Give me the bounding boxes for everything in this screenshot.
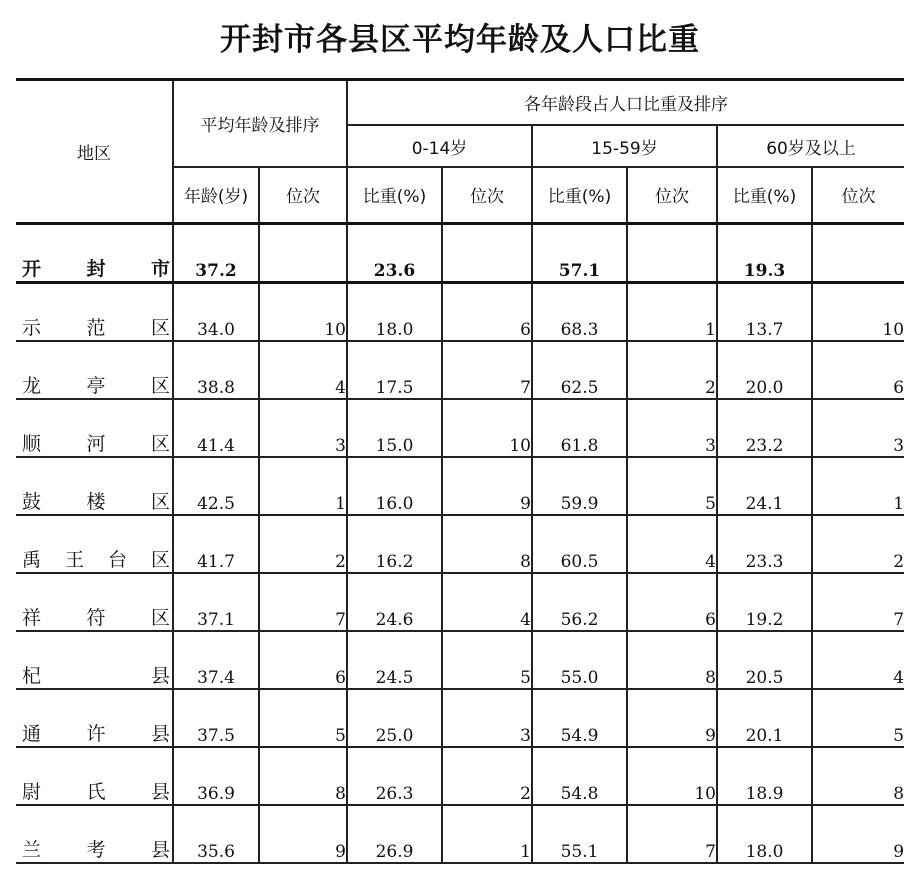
avg-rank: 3 xyxy=(259,399,347,457)
region-name xyxy=(16,341,173,399)
share-15-59: 59.9 xyxy=(532,457,627,515)
table-body xyxy=(16,223,904,863)
rank-0-14: 5 xyxy=(442,631,532,689)
avg-age: 38.8 xyxy=(173,341,259,399)
avg-rank: 1 xyxy=(259,457,347,515)
rank-0-14: 3 xyxy=(442,689,532,747)
share-60: 18.0 xyxy=(717,805,812,863)
region-char: 王 xyxy=(64,548,84,571)
region-char: 开 xyxy=(22,257,42,280)
region-char: 范 xyxy=(86,316,106,339)
region-name xyxy=(16,282,173,341)
region-char: 县 xyxy=(150,780,170,803)
share-0-14: 24.5 xyxy=(347,631,442,689)
rank-60: 10 xyxy=(812,282,904,341)
rank-60: 6 xyxy=(812,341,904,399)
avg-rank: 8 xyxy=(259,747,347,805)
region-name xyxy=(16,223,173,282)
table-row xyxy=(16,282,904,341)
rank-15-59: 5 xyxy=(627,457,717,515)
table-row xyxy=(16,515,904,573)
avg-rank: 9 xyxy=(259,805,347,863)
region-char: 龙 xyxy=(22,374,42,397)
header-age-60-plus: 60岁及以上 xyxy=(717,125,904,167)
rank-15-59: 3 xyxy=(627,399,717,457)
avg-rank: 10 xyxy=(259,282,347,341)
avg-age: 41.4 xyxy=(173,399,259,457)
share-0-14: 26.9 xyxy=(347,805,442,863)
share-60: 20.1 xyxy=(717,689,812,747)
share-60: 18.9 xyxy=(717,747,812,805)
avg-rank xyxy=(259,223,347,282)
share-0-14: 25.0 xyxy=(347,689,442,747)
region-char: 杞 xyxy=(22,664,42,687)
share-15-59: 54.8 xyxy=(532,747,627,805)
rank-0-14: 6 xyxy=(442,282,532,341)
rank-15-59: 2 xyxy=(627,341,717,399)
avg-age: 42.5 xyxy=(173,457,259,515)
region-char: 尉 xyxy=(22,780,42,803)
table-row xyxy=(16,747,904,805)
avg-rank: 4 xyxy=(259,341,347,399)
rank-15-59: 9 xyxy=(627,689,717,747)
rank-0-14: 2 xyxy=(442,747,532,805)
region-char: 鼓 xyxy=(22,490,42,513)
rank-15-59: 6 xyxy=(627,573,717,631)
table-header xyxy=(16,81,904,223)
header-share: 比重(%) xyxy=(532,167,627,223)
header-share: 比重(%) xyxy=(347,167,442,223)
region-char: 符 xyxy=(86,606,106,629)
rank-0-14: 7 xyxy=(442,341,532,399)
avg-rank: 6 xyxy=(259,631,347,689)
region-name xyxy=(16,515,173,573)
rank-15-59: 8 xyxy=(627,631,717,689)
rank-0-14: 8 xyxy=(442,515,532,573)
rank-0-14: 10 xyxy=(442,399,532,457)
region-char: 市 xyxy=(150,257,170,280)
avg-age: 37.5 xyxy=(173,689,259,747)
header-rank: 位次 xyxy=(812,167,904,223)
avg-age: 37.1 xyxy=(173,573,259,631)
table-row xyxy=(16,689,904,747)
table-row-total xyxy=(16,223,904,282)
region-char: 封 xyxy=(86,257,106,280)
avg-age: 36.9 xyxy=(173,747,259,805)
share-15-59: 56.2 xyxy=(532,573,627,631)
region-char: 区 xyxy=(150,316,170,339)
share-0-14: 26.3 xyxy=(347,747,442,805)
rank-60: 5 xyxy=(812,689,904,747)
rank-0-14: 9 xyxy=(442,457,532,515)
region-char: 氏 xyxy=(86,780,106,803)
region-char: 通 xyxy=(22,722,42,745)
share-15-59: 55.1 xyxy=(532,805,627,863)
header-rank: 位次 xyxy=(259,167,347,223)
region-char: 许 xyxy=(86,722,106,745)
share-60: 19.3 xyxy=(717,223,812,282)
share-60: 20.5 xyxy=(717,631,812,689)
region-name xyxy=(16,805,173,863)
region-char: 区 xyxy=(150,432,170,455)
region-char: 台 xyxy=(107,548,127,571)
avg-age: 37.2 xyxy=(173,223,259,282)
rank-60: 2 xyxy=(812,515,904,573)
share-0-14: 23.6 xyxy=(347,223,442,282)
region-char: 区 xyxy=(150,490,170,513)
rank-60: 8 xyxy=(812,747,904,805)
region-name xyxy=(16,747,173,805)
rank-60: 3 xyxy=(812,399,904,457)
region-char: 区 xyxy=(150,606,170,629)
region-name xyxy=(16,573,173,631)
share-60: 19.2 xyxy=(717,573,812,631)
header-share: 比重(%) xyxy=(717,167,812,223)
rank-0-14: 4 xyxy=(442,573,532,631)
table-row xyxy=(16,399,904,457)
share-0-14: 16.2 xyxy=(347,515,442,573)
avg-rank: 2 xyxy=(259,515,347,573)
region-name xyxy=(16,631,173,689)
rank-15-59: 1 xyxy=(627,282,717,341)
header-age-0-14: 0-14岁 xyxy=(347,125,532,167)
region-char: 顺 xyxy=(22,432,42,455)
share-60: 23.3 xyxy=(717,515,812,573)
table-row xyxy=(16,805,904,863)
rank-15-59: 10 xyxy=(627,747,717,805)
table-row xyxy=(16,341,904,399)
header-rank: 位次 xyxy=(442,167,532,223)
region-char: 禹 xyxy=(22,548,42,571)
share-15-59: 54.9 xyxy=(532,689,627,747)
share-0-14: 15.0 xyxy=(347,399,442,457)
header-share-group: 各年龄段占人口比重及排序 xyxy=(347,81,904,125)
avg-age: 37.4 xyxy=(173,631,259,689)
share-15-59: 68.3 xyxy=(532,282,627,341)
header-age: 年龄(岁) xyxy=(173,167,259,223)
region-char: 示 xyxy=(22,316,42,339)
population-table xyxy=(16,81,904,864)
avg-age: 35.6 xyxy=(173,805,259,863)
region-name xyxy=(16,399,173,457)
table-row xyxy=(16,631,904,689)
region-char: 亭 xyxy=(86,374,106,397)
share-60: 20.0 xyxy=(717,341,812,399)
share-60: 13.7 xyxy=(717,282,812,341)
region-char: 区 xyxy=(150,374,170,397)
region-name xyxy=(16,457,173,515)
avg-age: 34.0 xyxy=(173,282,259,341)
region-char: 区 xyxy=(150,548,170,571)
region-char: 县 xyxy=(150,838,170,861)
share-60: 24.1 xyxy=(717,457,812,515)
share-15-59: 60.5 xyxy=(532,515,627,573)
region-name xyxy=(16,689,173,747)
header-age-15-59: 15-59岁 xyxy=(532,125,717,167)
header-avg-group: 平均年龄及排序 xyxy=(173,81,347,167)
rank-15-59: 4 xyxy=(627,515,717,573)
region-char: 考 xyxy=(86,838,106,861)
share-15-59: 62.5 xyxy=(532,341,627,399)
page-title: 开封市各县区平均年龄及人口比重 xyxy=(220,22,700,58)
region-char: 楼 xyxy=(86,490,106,513)
region-char: 祥 xyxy=(22,606,42,629)
avg-age: 41.7 xyxy=(173,515,259,573)
share-0-14: 16.0 xyxy=(347,457,442,515)
share-15-59: 55.0 xyxy=(532,631,627,689)
avg-rank: 5 xyxy=(259,689,347,747)
region-char: 河 xyxy=(86,432,106,455)
rank-60: 1 xyxy=(812,457,904,515)
table-row xyxy=(16,457,904,515)
table-row xyxy=(16,573,904,631)
rank-60: 4 xyxy=(812,631,904,689)
rank-60: 7 xyxy=(812,573,904,631)
share-15-59: 61.8 xyxy=(532,399,627,457)
region-char: 县 xyxy=(150,722,170,745)
share-60: 23.2 xyxy=(717,399,812,457)
avg-rank: 7 xyxy=(259,573,347,631)
share-0-14: 18.0 xyxy=(347,282,442,341)
share-15-59: 57.1 xyxy=(532,223,627,282)
rank-15-59: 7 xyxy=(627,805,717,863)
region-char: 兰 xyxy=(22,838,42,861)
rank-0-14: 1 xyxy=(442,805,532,863)
share-0-14: 24.6 xyxy=(347,573,442,631)
header-rank: 位次 xyxy=(627,167,717,223)
header-region: 地区 xyxy=(16,81,173,223)
rank-15-59 xyxy=(627,223,717,282)
rank-60 xyxy=(812,223,904,282)
rank-60: 9 xyxy=(812,805,904,863)
share-0-14: 17.5 xyxy=(347,341,442,399)
rank-0-14 xyxy=(442,223,532,282)
region-char: 县 xyxy=(150,664,170,687)
